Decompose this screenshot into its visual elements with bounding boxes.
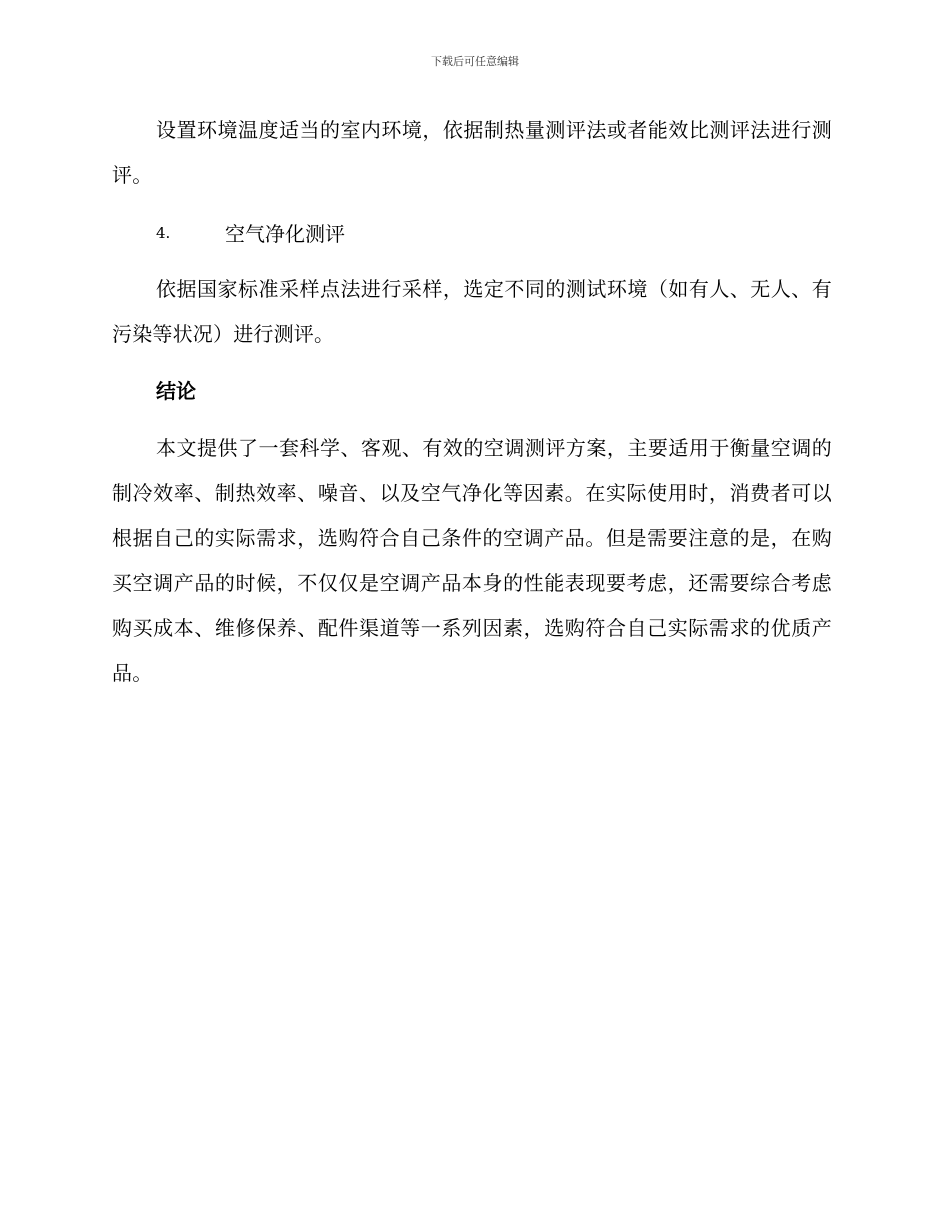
section-title: 空气净化测评 bbox=[225, 222, 345, 246]
section-number: 4. bbox=[156, 223, 171, 242]
conclusion-heading: 结论 bbox=[156, 379, 196, 403]
section-heading-air-purification bbox=[112, 210, 832, 255]
paragraph-heating-test: 设置环境温度适当的室内环境，依据制热量测评法或者能效比测评法进行测评。 bbox=[112, 118, 832, 187]
document-body bbox=[112, 108, 832, 708]
page-header: 下载后可任意编辑 bbox=[431, 55, 519, 68]
paragraph-air-purification: 依据国家标准采样点法进行采样，选定不同的测试环境（如有人、无人、有污染等状况）进行测评。 bbox=[112, 277, 832, 346]
paragraph-conclusion: 本文提供了一套科学、客观、有效的空调测评方案，主要适用于衡量空调的制冷效率、制热效率、噪音、以及空气净化等因素。在实际使用时，消费者可以根据自己的实际需求，选购符合自己条件的空调产品。但是需要注意的是，在购买空调产品的时候，不仅仅是空调产品本身的性能表现要考虑，还需要综合考虑购买成本、维修保养、配件渠道等一系列因素，选购符合自己实际需求的优质产品。 bbox=[112, 436, 832, 685]
